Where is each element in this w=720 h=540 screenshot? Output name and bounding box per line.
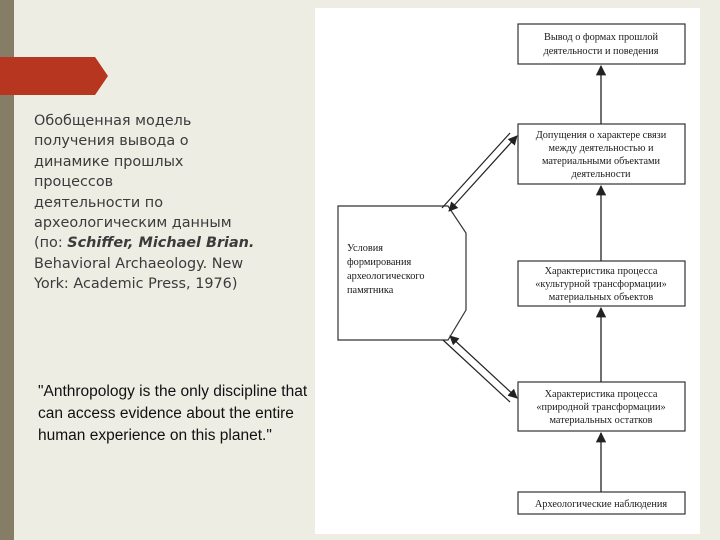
box-formation-line: формирования <box>347 257 412 268</box>
reference-line: York: Academic Press, 1976) <box>34 276 238 293</box>
box-cultural-line: «культурной трансформации» <box>535 279 667 290</box>
box-conclusion-line: деятельности и поведения <box>543 46 659 57</box>
box-assumptions-line: материальными объектами <box>541 156 661 167</box>
box-observations <box>518 492 685 514</box>
reference-author-line <box>34 233 324 253</box>
description-line: Обобщенная модель <box>34 113 192 129</box>
quote-line: can access evidence about the entire <box>38 405 294 422</box>
box-formation-conditions <box>338 206 466 340</box>
box-natural-transformation <box>518 382 685 431</box>
anthropology-quote <box>38 381 368 447</box>
description-line: процессов <box>34 174 114 191</box>
box-cultural-line: материальных объектов <box>548 292 654 303</box>
box-conclusion <box>518 24 685 64</box>
box-observations-line: Археологические наблюдения <box>534 499 668 510</box>
double-arrow-formation-natural <box>450 336 517 398</box>
double-arrow-formation-assumptions <box>449 136 517 211</box>
box-conclusion-line: Вывод о формах прошлой <box>543 32 659 43</box>
box-formation-line: археологического <box>347 271 425 282</box>
reference-line: Behavioral Archaeology. New <box>34 255 244 272</box>
box-cultural-line: Характеристика процесса <box>544 266 658 277</box>
box-assumptions-line: между деятельностью и <box>548 143 654 154</box>
box-natural-line: «природной трансформации» <box>536 402 666 413</box>
description-line: динамике прошлых <box>34 153 184 170</box>
box-natural-line: материальных остатков <box>549 415 653 426</box>
box-assumptions-line: Допущения о характере связи <box>535 130 667 141</box>
box-assumptions <box>518 124 685 184</box>
description-text <box>34 111 324 295</box>
box-assumptions-line: деятельности <box>571 169 631 180</box>
double-arrow-formation-assumptions-line <box>442 133 510 208</box>
description-line: получения вывода о <box>34 133 189 150</box>
reference-author: Schiffer, Michael Brian. <box>67 235 255 252</box>
accent-arrow-tab <box>0 57 108 95</box>
description-line: археологическим данным <box>34 215 232 232</box>
box-natural-line: Характеристика процесса <box>544 389 658 400</box>
quote-line: human experience on this planet." <box>38 427 272 444</box>
diagram-card <box>315 8 700 534</box>
box-cultural-transformation <box>518 261 685 306</box>
box-formation-line: памятника <box>347 285 394 296</box>
quote-line: "Anthropology is the only discipline that <box>38 383 308 400</box>
double-arrow-formation-natural-line <box>443 340 510 402</box>
flow-diagram <box>315 8 700 534</box>
reference-prefix: (по: <box>34 235 68 252</box>
box-formation-line: Условия <box>347 243 384 254</box>
description-line: деятельности по <box>34 194 164 211</box>
